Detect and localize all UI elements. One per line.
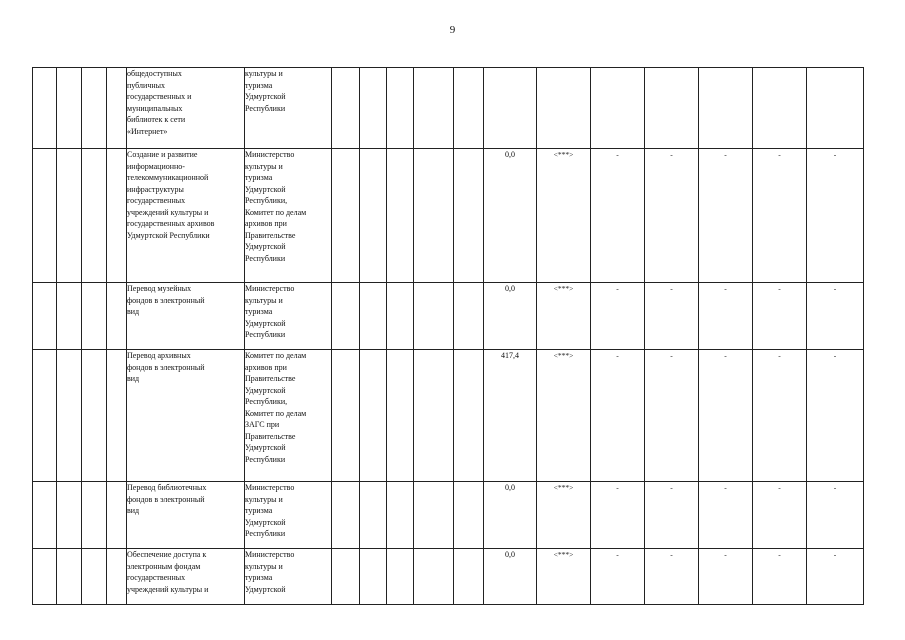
code-cell — [57, 482, 82, 549]
code-cell — [82, 68, 107, 149]
activity-name: Перевод библиотечных фондов в электронный вид — [127, 482, 245, 549]
responsible-executor: Министерство культуры и туризма Удмуртской Республики, Комитет по делам архивов при Правительстве Удмуртской Республики — [245, 149, 332, 283]
value-cell: - — [591, 549, 645, 605]
value-cell: - — [753, 283, 807, 350]
code-cell — [454, 149, 484, 283]
code-cell — [33, 350, 57, 482]
code-cell — [82, 350, 107, 482]
code-cell — [107, 149, 127, 283]
code-cell — [360, 283, 387, 350]
code-cell — [57, 68, 82, 149]
code-cell — [414, 68, 454, 149]
code-cell — [387, 283, 414, 350]
code-cell — [107, 283, 127, 350]
code-cell — [107, 350, 127, 482]
value-cell: - — [645, 283, 699, 350]
table-row — [33, 482, 864, 549]
code-cell — [454, 68, 484, 149]
code-cell — [387, 549, 414, 605]
code-cell — [107, 549, 127, 605]
code-cell — [82, 549, 107, 605]
code-cell — [454, 549, 484, 605]
value-cell: - — [591, 149, 645, 283]
value-cell: - — [753, 149, 807, 283]
code-cell — [33, 68, 57, 149]
amount-cell: 0,0 — [484, 482, 537, 549]
code-cell — [332, 549, 360, 605]
code-cell — [387, 482, 414, 549]
code-cell — [414, 149, 454, 283]
code-cell — [107, 68, 127, 149]
code-cell — [360, 549, 387, 605]
value-cell: - — [591, 283, 645, 350]
amount-cell — [484, 68, 537, 149]
code-cell — [332, 149, 360, 283]
value-cell: - — [699, 283, 753, 350]
code-cell — [332, 482, 360, 549]
value-cell: - — [645, 549, 699, 605]
responsible-executor: культуры и туризма Удмуртской Республики — [245, 68, 332, 149]
value-cell — [753, 68, 807, 149]
note-cell: <***> — [537, 283, 591, 350]
value-cell — [807, 68, 864, 149]
value-cell: - — [807, 549, 864, 605]
value-cell: - — [699, 149, 753, 283]
activity-name: Обеспечение доступа к электронным фондам государственных учреждений культуры и — [127, 549, 245, 605]
responsible-executor: Министерство культуры и туризма Удмуртской — [245, 549, 332, 605]
code-cell — [360, 350, 387, 482]
amount-cell: 0,0 — [484, 283, 537, 350]
code-cell — [360, 482, 387, 549]
value-cell: - — [807, 350, 864, 482]
code-cell — [57, 283, 82, 350]
value-cell: - — [699, 350, 753, 482]
code-cell — [387, 68, 414, 149]
code-cell — [57, 350, 82, 482]
responsible-executor: Комитет по делам архивов при Правительстве Удмуртской Республики, Комитет по делам ЗАГС при Правительстве Удмуртской Республики — [245, 350, 332, 482]
value-cell: - — [591, 350, 645, 482]
note-cell: <***> — [537, 549, 591, 605]
value-cell: - — [699, 482, 753, 549]
value-cell: - — [753, 350, 807, 482]
code-cell — [82, 149, 107, 283]
code-cell — [414, 482, 454, 549]
code-cell — [107, 482, 127, 549]
responsible-executor: Министерство культуры и туризма Удмуртской Республики — [245, 283, 332, 350]
value-cell — [699, 68, 753, 149]
table-row — [33, 68, 864, 149]
table-row — [33, 549, 864, 605]
value-cell: - — [645, 482, 699, 549]
code-cell — [33, 149, 57, 283]
table-row — [33, 149, 864, 283]
code-cell — [360, 149, 387, 283]
code-cell — [414, 549, 454, 605]
activity-name: Создание и развитие информационно- телекоммуникационной инфраструктуры государственных учреждений культуры и государственных архивов Удмуртской Республики — [127, 149, 245, 283]
note-cell: <***> — [537, 482, 591, 549]
code-cell — [414, 350, 454, 482]
value-cell: - — [807, 283, 864, 350]
value-cell: - — [753, 482, 807, 549]
amount-cell: 417,4 — [484, 350, 537, 482]
activity-name: общедоступных публичных государственных и муниципальных библиотек к сети «Интернет» — [127, 68, 245, 149]
code-cell — [33, 482, 57, 549]
code-cell — [33, 283, 57, 350]
responsible-executor: Министерство культуры и туризма Удмуртской Республики — [245, 482, 332, 549]
note-cell: <***> — [537, 149, 591, 283]
value-cell: - — [645, 350, 699, 482]
value-cell: - — [807, 482, 864, 549]
activity-name: Перевод архивных фондов в электронный вид — [127, 350, 245, 482]
page-number: 9 — [449, 24, 456, 36]
code-cell — [332, 283, 360, 350]
value-cell — [645, 68, 699, 149]
value-cell: - — [753, 549, 807, 605]
note-cell — [537, 68, 591, 149]
amount-cell: 0,0 — [484, 549, 537, 605]
code-cell — [414, 283, 454, 350]
code-cell — [360, 68, 387, 149]
code-cell — [387, 350, 414, 482]
amount-cell: 0,0 — [484, 149, 537, 283]
value-cell: - — [699, 549, 753, 605]
note-cell: <***> — [537, 350, 591, 482]
code-cell — [33, 549, 57, 605]
activity-name: Перевод музейных фондов в электронный вид — [127, 283, 245, 350]
table-row — [33, 283, 864, 350]
value-cell: - — [591, 482, 645, 549]
code-cell — [57, 549, 82, 605]
table-row — [33, 350, 864, 482]
code-cell — [82, 283, 107, 350]
code-cell — [82, 482, 107, 549]
code-cell — [57, 149, 82, 283]
code-cell — [454, 482, 484, 549]
code-cell — [387, 149, 414, 283]
value-cell: - — [807, 149, 864, 283]
code-cell — [454, 283, 484, 350]
value-cell — [591, 68, 645, 149]
value-cell: - — [645, 149, 699, 283]
code-cell — [332, 350, 360, 482]
budget-table — [32, 67, 864, 605]
code-cell — [332, 68, 360, 149]
code-cell — [454, 350, 484, 482]
